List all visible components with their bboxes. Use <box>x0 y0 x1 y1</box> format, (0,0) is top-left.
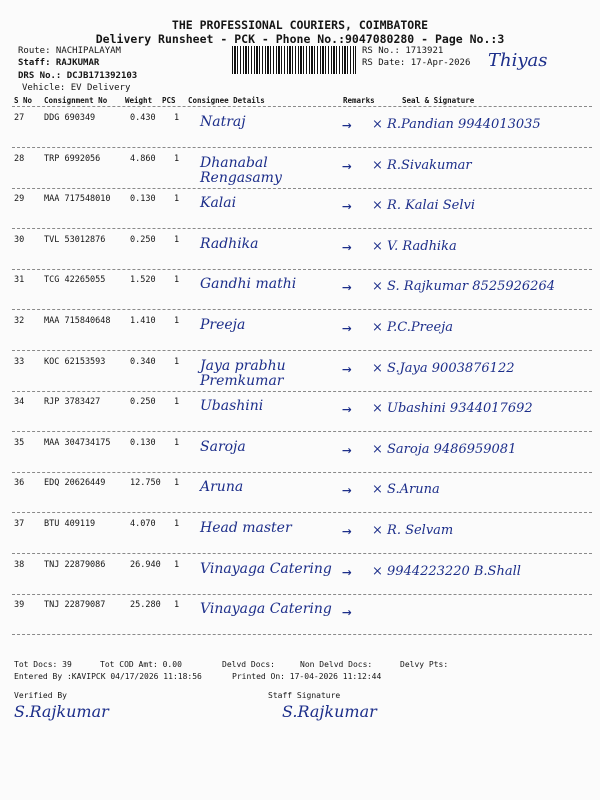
staff-label: Staff: RAJKUMAR <box>18 58 100 68</box>
consignee-signature: Gandhi mathi <box>200 276 297 293</box>
consignee-signature: Aruna <box>200 479 244 496</box>
consignee-signature: Dhanabal Rengasamy <box>200 154 282 186</box>
remark-arrow-icon: → <box>342 358 352 378</box>
row-pcs: 1 <box>174 519 180 529</box>
row-pcs: 1 <box>174 194 180 205</box>
row-weight: 0.130 <box>130 194 156 205</box>
row-consignment: TCG 42265055 <box>44 275 106 286</box>
remark-arrow-icon: → <box>342 602 352 622</box>
consignee-signature: Ubashini <box>200 398 264 415</box>
row-weight: 1.410 <box>130 316 156 326</box>
row-pcs: 1 <box>174 559 180 570</box>
row-consignment: BTU 409119 <box>44 519 96 529</box>
receiver-seal-signature: × R.Sivakumar <box>372 157 472 173</box>
row-weight: 0.250 <box>130 234 156 245</box>
row-consignment: DDG 690349 <box>44 113 96 123</box>
table-row <box>12 188 592 229</box>
receiver-seal-signature: × S. Rajkumar 8525926264 <box>372 279 555 295</box>
row-weight: 25.280 <box>130 600 161 611</box>
row-consignment: TNJ 22879086 <box>44 559 106 570</box>
remark-arrow-icon: → <box>342 318 352 337</box>
row-sno: 29 <box>14 194 25 205</box>
delivery-points: Delvy Pts: <box>400 660 449 669</box>
row-weight: 0.340 <box>130 356 156 367</box>
printed-on: Printed On: 17-04-2026 11:12:44 <box>232 672 382 681</box>
receiver-seal-signature: × R. Kalai Selvi <box>372 198 475 214</box>
receiver-seal-signature: × S.Aruna <box>372 482 440 498</box>
row-sno: 37 <box>14 519 25 529</box>
table-row <box>12 594 592 635</box>
consignee-signature: Jaya prabhu Premkumar <box>200 357 286 389</box>
row-weight: 0.130 <box>130 437 156 448</box>
remark-arrow-icon: → <box>342 155 352 175</box>
consignee-signature: Vinayaga Catering <box>200 560 332 577</box>
barcode <box>232 46 356 74</box>
row-weight: 26.940 <box>130 559 161 570</box>
row-sno: 36 <box>14 478 25 489</box>
row-consignment: TVL 53012876 <box>44 234 106 245</box>
receiver-seal-signature: × S.Jaya 9003876122 <box>372 360 515 376</box>
row-weight: 4.070 <box>130 519 156 529</box>
row-sno: 30 <box>14 234 25 245</box>
total-docs: Tot Docs: 39 <box>14 660 72 669</box>
row-consignment: MAA 717548010 <box>44 194 111 205</box>
row-weight: 12.750 <box>130 478 161 489</box>
receiver-seal-signature: × Saroja 9486959081 <box>372 441 517 457</box>
table-row <box>12 432 592 473</box>
receiver-seal-signature: × R. Selvam <box>372 523 454 538</box>
row-consignment: KOC 62153593 <box>44 356 106 367</box>
row-sno: 39 <box>14 600 25 611</box>
row-weight: 0.430 <box>130 113 156 123</box>
table-row <box>12 513 592 554</box>
row-consignment: EDQ 20626449 <box>44 478 106 489</box>
table-row <box>12 107 592 148</box>
consignee-signature: Radhika <box>200 235 259 252</box>
row-pcs: 1 <box>174 478 180 489</box>
table-row <box>12 554 592 595</box>
row-consignment: RJP 3783427 <box>44 397 101 408</box>
table-row <box>12 269 592 310</box>
row-weight: 0.250 <box>130 397 156 408</box>
col-sno: S No <box>14 96 33 105</box>
row-pcs: 1 <box>174 397 180 408</box>
remark-arrow-icon: → <box>342 115 352 134</box>
drs-number: DRS No.: DCJB171392103 <box>18 71 138 81</box>
receiver-seal-signature: × P.C.Preeja <box>372 320 454 335</box>
consignee-signature: Preeja <box>200 317 246 333</box>
row-pcs: 1 <box>174 275 180 286</box>
table-row <box>12 310 592 351</box>
row-consignment: MAA 304734175 <box>44 437 111 448</box>
row-consignment: TNJ 22879087 <box>44 600 106 611</box>
row-weight: 4.860 <box>130 153 156 164</box>
row-pcs: 1 <box>174 600 180 611</box>
row-sno: 27 <box>14 113 25 123</box>
row-pcs: 1 <box>174 113 180 123</box>
delivered-docs: Delvd Docs: <box>222 660 275 669</box>
remark-arrow-icon: → <box>342 521 352 540</box>
col-weight: Weight <box>125 96 153 105</box>
row-pcs: 1 <box>174 437 180 448</box>
remark-arrow-icon: → <box>342 277 352 297</box>
verified-signature: S.Rajkumar <box>14 702 109 721</box>
table-row <box>12 148 592 189</box>
col-consignee: Consignee Details <box>188 96 265 105</box>
table-row <box>12 351 592 392</box>
remark-arrow-icon: → <box>342 399 352 419</box>
table-row <box>12 391 592 432</box>
row-sno: 31 <box>14 275 25 286</box>
non-delivered-docs: Non Delvd Docs: <box>300 660 373 669</box>
remark-arrow-icon: → <box>342 236 352 256</box>
total-cod: Tot COD Amt: 0.00 <box>100 660 182 669</box>
receiver-seal-signature: × 9944223220 B.Shall <box>372 563 521 579</box>
staff-signature-label: Staff Signature <box>268 691 341 700</box>
remark-arrow-icon: → <box>342 480 352 500</box>
row-consignment: TRP 6992056 <box>44 153 101 164</box>
consignee-signature: Head master <box>200 520 292 536</box>
row-sno: 34 <box>14 397 25 408</box>
consignee-signature: Natraj <box>200 114 246 130</box>
col-pcs: PCS <box>162 96 176 105</box>
table-row <box>12 472 592 513</box>
row-sno: 28 <box>14 153 25 164</box>
receiver-seal-signature: × V. Radhika <box>372 238 457 254</box>
receiver-seal-signature: × Ubashini 9344017692 <box>372 401 533 417</box>
runsheet-title: Delivery Runsheet - PCK - Phone No.:9047080280 - Page No.:3 <box>95 32 505 46</box>
entered-by: Entered By :KAVIPCK 04/17/2026 11:18:56 <box>14 672 202 681</box>
row-sno: 38 <box>14 559 25 570</box>
row-pcs: 1 <box>174 316 180 326</box>
row-weight: 1.520 <box>130 275 156 286</box>
row-pcs: 1 <box>174 234 180 245</box>
remark-arrow-icon: → <box>342 196 352 216</box>
col-remarks: Remarks <box>343 96 375 105</box>
col-seal: Seal & Signature <box>402 96 475 105</box>
col-consignment: Consignment No <box>44 96 108 105</box>
row-sno: 35 <box>14 437 25 448</box>
remark-arrow-icon: → <box>342 439 352 459</box>
rs-number: RS No.: 1713921 <box>362 46 444 56</box>
remark-arrow-icon: → <box>342 561 352 581</box>
row-consignment: MAA 715840648 <box>44 316 111 326</box>
staff-signature: S.Rajkumar <box>282 702 377 721</box>
row-sno: 32 <box>14 316 25 326</box>
vehicle-label: Vehicle: EV Delivery <box>22 83 131 93</box>
consignee-signature: Vinayaga Catering <box>200 601 332 618</box>
row-pcs: 1 <box>174 356 180 367</box>
company-name: THE PROFESSIONAL COURIERS, COIMBATORE <box>171 18 429 32</box>
route-label: Route: NACHIPALAYAM <box>18 46 121 56</box>
verified-by-label: Verified By <box>14 691 67 700</box>
consignee-signature: Kalai <box>200 195 237 212</box>
row-sno: 33 <box>14 356 25 367</box>
table-row <box>12 229 592 270</box>
rs-date: RS Date: 17-Apr-2026 <box>362 58 471 68</box>
consignee-signature: Saroja <box>200 438 246 455</box>
row-pcs: 1 <box>174 153 180 164</box>
receiver-seal-signature: × R.Pandian 9944013035 <box>372 117 541 132</box>
corner-signature: Thiyas <box>488 50 548 71</box>
